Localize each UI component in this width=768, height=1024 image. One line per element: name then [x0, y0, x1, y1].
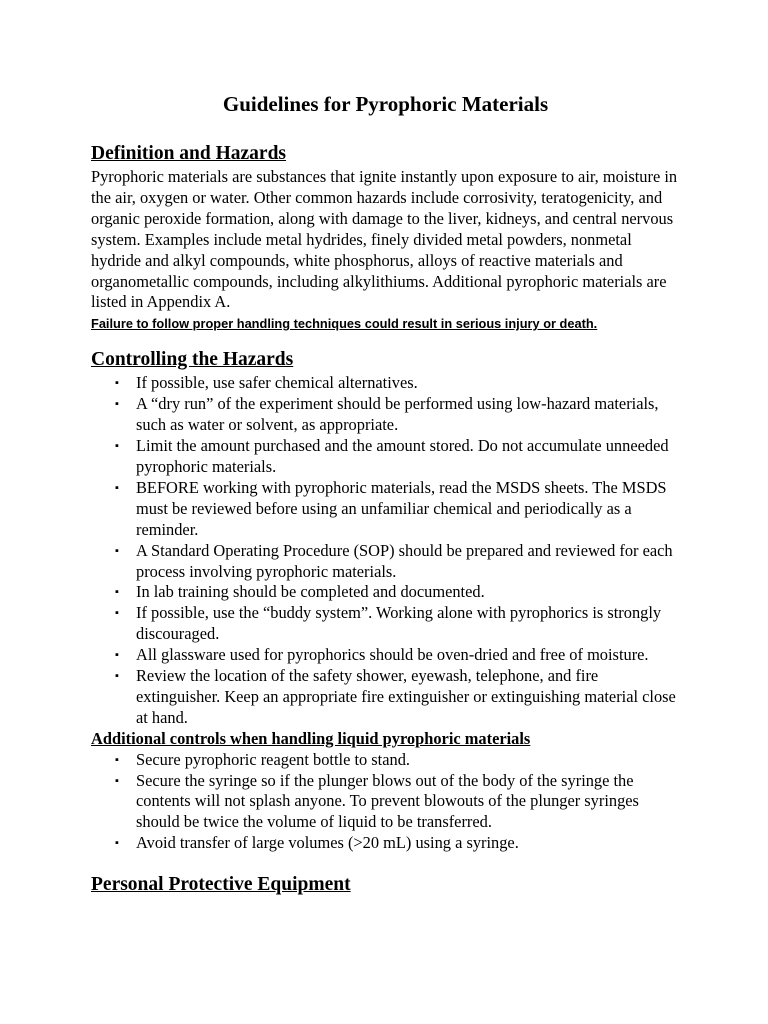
bullet-icon: ▪: [115, 586, 119, 599]
list-item-text: A “dry run” of the experiment should be performed using low-hazard materials, such as water or solvent, as appropriate.: [136, 394, 659, 435]
list-item-text: Secure the syringe so if the plunger blows out of the body of the syringe the contents will not splash anyone. To prevent blowouts of the plunger syringes should be twice the volume of liquid to be transferred.: [136, 770, 639, 832]
definition-heading: Definition and Hazards: [91, 143, 287, 164]
list-item-text: Limit the amount purchased and the amount stored. Do not accumulate unneeded pyrophoric materials.: [136, 436, 669, 476]
liquid-controls-heading: Additional controls when handling liquid pyrophoric materials: [91, 728, 531, 748]
controlling-section: [91, 347, 680, 728]
list-item: [115, 436, 680, 478]
list-item-text: All glassware used for pyrophorics should be oven-dried and free of moisture.: [136, 645, 649, 665]
warning-notice: Failure to follow proper handling techniques could result in serious injury or death.: [91, 316, 598, 332]
list-item-text: If possible, use safer chemical alternatives.: [136, 373, 418, 393]
list-item-text: A Standard Operating Procedure (SOP) should be prepared and reviewed for each process involving pyrophoric materials.: [136, 540, 673, 581]
controlling-heading: Controlling the Hazards: [91, 349, 294, 371]
list-item-text: If possible, use the “buddy system”. Working alone with pyrophorics is strongly discouraged.: [136, 603, 662, 644]
ppe-section: [91, 872, 680, 898]
definition-paragraph: Pyrophoric materials are substances that ignite instantly upon exposure to air, moisture in the air, oxygen or water. Other common hazards include corrosivity, teratogenicity, and organic peroxide formation, along with damage to the liver, kidneys, and central nervous system. Examples include metal hydrides, finely divided metal powders, nonmetal hydride and alkyl compounds, white phosphorus, alloys of reactive materials and organometallic compounds, including alkylithiums. Additional pyrophoric materials are listed in Appendix A.: [91, 167, 678, 312]
ppe-heading: Personal Protective Equipment: [91, 874, 351, 896]
list-item: [115, 373, 680, 394]
list-item-text: Avoid transfer of large volumes (>20 mL) using a syringe.: [136, 833, 519, 853]
list-item-text: BEFORE working with pyrophoric materials, read the MSDS sheets. The MSDS must be reviewed before using an unfamiliar chemical and periodically as a reminder.: [136, 477, 667, 539]
list-item: [115, 645, 680, 666]
bullet-icon: ▪: [115, 649, 119, 662]
bullet-icon: ▪: [115, 607, 119, 620]
list-item: [115, 394, 680, 436]
list-item: [115, 749, 680, 771]
bullet-icon: ▪: [115, 440, 119, 453]
list-item: [115, 770, 680, 834]
bullet-icon: ▪: [115, 481, 119, 494]
list-item-text: Secure pyrophoric reagent bottle to stand.: [136, 749, 410, 769]
section-spacer: [91, 854, 680, 872]
definition-section: [91, 141, 680, 333]
list-item-text: Review the location of the safety shower, eyewash, telephone, and fire extinguisher. Keep an appropriate fire extinguisher or extinguishing material close at hand.: [136, 666, 676, 727]
list-item: [115, 833, 680, 854]
controlling-list: [91, 373, 680, 728]
list-item-text: In lab training should be completed and documented.: [136, 582, 485, 602]
bullet-icon: ▪: [115, 398, 119, 411]
list-item: [115, 540, 680, 583]
bullet-icon: ▪: [115, 670, 119, 683]
list-item: [115, 582, 680, 603]
page-title: Guidelines for Pyrophoric Materials: [222, 92, 549, 116]
section-spacer: [91, 333, 680, 347]
list-item: [115, 477, 680, 541]
liquid-controls-list: [91, 750, 680, 855]
list-item: [115, 603, 680, 645]
liquid-controls-section: [91, 729, 680, 854]
bullet-icon: ▪: [115, 377, 119, 390]
bullet-icon: ▪: [115, 837, 119, 850]
bullet-icon: ▪: [115, 544, 119, 557]
bullet-icon: ▪: [115, 753, 119, 766]
list-item: [115, 666, 680, 729]
bullet-icon: ▪: [115, 774, 119, 787]
